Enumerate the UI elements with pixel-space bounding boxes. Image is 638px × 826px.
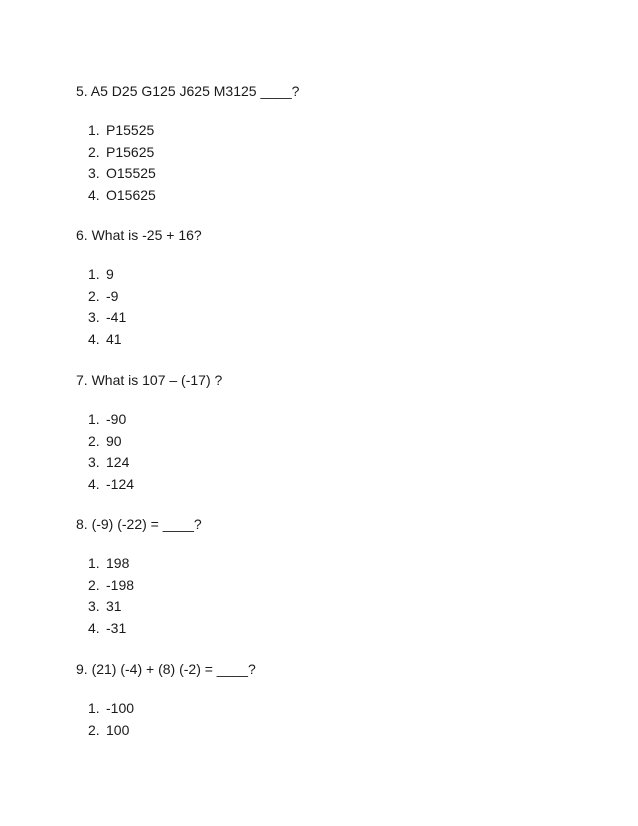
option-text: -124 xyxy=(106,476,135,493)
list-item xyxy=(76,266,596,288)
option-number: 3. xyxy=(88,598,100,615)
option-number: 4. xyxy=(88,331,100,348)
option-text: -31 xyxy=(106,620,127,637)
option-number: 4. xyxy=(88,476,100,493)
option-number: 3. xyxy=(88,309,100,326)
list-item xyxy=(76,288,596,310)
list-item xyxy=(76,577,596,599)
option-number: 2. xyxy=(88,576,100,593)
option-number: 1. xyxy=(88,555,100,571)
option-number: 2. xyxy=(88,432,100,449)
option-list xyxy=(76,555,596,642)
list-item xyxy=(76,331,596,353)
option-number: 1. xyxy=(88,411,100,427)
question-7 xyxy=(76,372,596,498)
list-item xyxy=(76,555,596,577)
question-text: 6. What is -25 + 16? xyxy=(76,227,202,243)
option-text: P15525 xyxy=(106,122,155,138)
list-item xyxy=(76,165,596,187)
option-number: 4. xyxy=(88,187,100,204)
option-text: -100 xyxy=(106,700,135,716)
question-text: 9. (21) (-4) + (8) (-2) = ____? xyxy=(76,661,256,677)
option-number: 4. xyxy=(88,620,100,637)
option-text: -9 xyxy=(106,287,119,304)
option-text: 31 xyxy=(106,598,122,615)
list-item xyxy=(76,187,596,209)
option-number: 3. xyxy=(88,165,100,182)
option-text: 100 xyxy=(106,721,130,738)
option-number: 2. xyxy=(88,721,100,738)
list-item xyxy=(76,309,596,331)
option-list xyxy=(76,266,596,353)
option-text: 198 xyxy=(106,555,130,571)
list-item xyxy=(76,598,596,620)
list-item xyxy=(76,722,596,744)
list-item xyxy=(76,454,596,476)
list-item xyxy=(76,144,596,166)
question-9 xyxy=(76,661,596,743)
list-item xyxy=(76,122,596,144)
question-text: 5. A5 D25 G125 J625 M3125 ____? xyxy=(76,83,300,99)
question-text: 7. What is 107 – (-17) ? xyxy=(76,372,223,388)
option-number: 1. xyxy=(88,266,100,282)
question-5 xyxy=(76,83,596,209)
list-item xyxy=(76,433,596,455)
option-list xyxy=(76,411,596,498)
option-text: 90 xyxy=(106,432,122,449)
list-item xyxy=(76,700,596,722)
option-text: 124 xyxy=(106,454,130,471)
option-number: 2. xyxy=(88,287,100,304)
option-list xyxy=(76,700,596,743)
option-text: O15525 xyxy=(106,165,156,182)
question-6 xyxy=(76,227,596,353)
option-list xyxy=(76,122,596,209)
option-text: -198 xyxy=(106,576,135,593)
list-item xyxy=(76,620,596,642)
option-text: -90 xyxy=(106,411,127,427)
question-text: 8. (-9) (-22) = ____? xyxy=(76,516,202,532)
option-text: -41 xyxy=(106,309,127,326)
option-number: 3. xyxy=(88,454,100,471)
option-number: 2. xyxy=(88,143,100,160)
list-item xyxy=(76,476,596,498)
option-text: O15625 xyxy=(106,187,156,204)
option-number: 1. xyxy=(88,122,100,138)
option-text: P15625 xyxy=(106,143,155,160)
list-item xyxy=(76,411,596,433)
option-text: 9 xyxy=(106,266,114,282)
question-8 xyxy=(76,516,596,642)
option-text: 41 xyxy=(106,331,122,348)
option-number: 1. xyxy=(88,700,100,716)
